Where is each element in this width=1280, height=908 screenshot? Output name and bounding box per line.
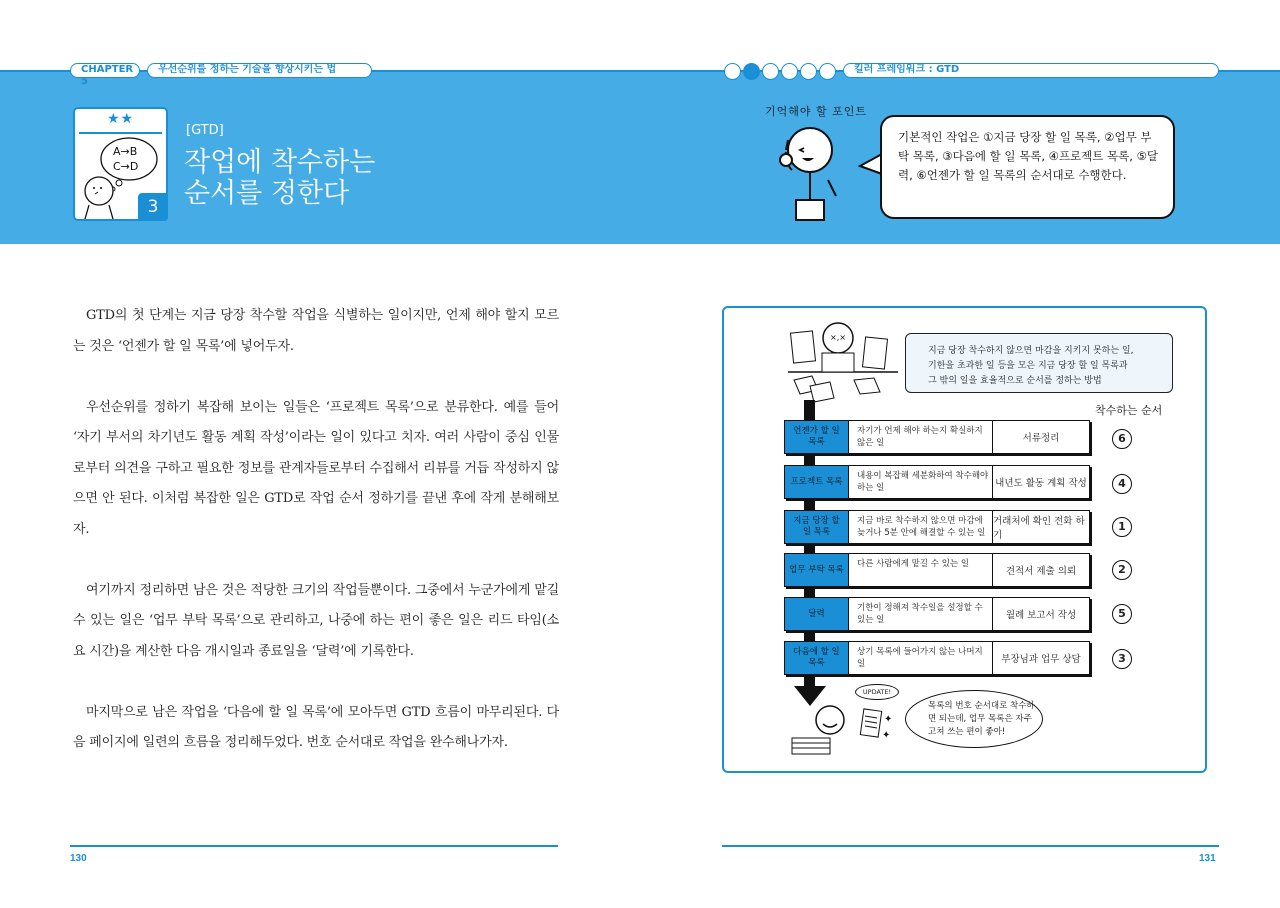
- order-label: 착수하는 순서: [1095, 404, 1163, 417]
- row-example: 부장님과 업무 상담: [1001, 654, 1081, 665]
- section-title: 킬러 프레임워크 : GTD: [843, 63, 1219, 78]
- rank-badge: 2: [1112, 560, 1132, 580]
- scroll-line: 기한을 초과한 일 등을 모은 지금 당장 할 일 목록과: [928, 361, 1128, 371]
- body-text: [73, 301, 559, 789]
- row-description: 다른 사람에게 맡길 수 있는 일: [849, 554, 993, 586]
- svg-text:A→B: A→B: [113, 145, 138, 158]
- flow-row: [784, 510, 1090, 544]
- row-description: 기한이 정해져 착수일을 설정할 수 있는 일: [849, 598, 993, 630]
- scroll-caption: [905, 333, 1173, 393]
- row-example: 거래처에 확인 전화 하기: [993, 516, 1085, 541]
- row-description: 지금 바로 착수하지 않으면 마감에 늦거나 5분 안에 해결할 수 있는 일: [849, 511, 993, 543]
- footer-rule-right: [722, 845, 1219, 847]
- svg-text:×,×: ×,×: [830, 333, 846, 342]
- pointing-character-icon: [772, 120, 852, 224]
- row-category: 달력: [785, 598, 849, 630]
- flow-row: [784, 420, 1090, 454]
- progress-dot-active: [743, 63, 760, 80]
- row-example: 월례 보고서 작성: [1005, 610, 1077, 621]
- paragraph: GTD의 첫 단계는 지금 당장 착수할 작업을 식별하는 일이지만, 언제 해야 할지 모르는 것은 ‘언젠가 할 일 목록’에 넣어두자.: [73, 308, 559, 354]
- key-point-bubble: 기본적인 작업은 ①지금 당장 할 일 목록, ②업무 부탁 목록, ③다음에 할 일 목록, ④프로젝트 목록, ⑤달력, ⑥언젠가 할 일 목록의 순서대로 수행한다.: [880, 115, 1175, 219]
- page-title: [184, 147, 375, 209]
- row-category: 프로젝트 목록: [785, 466, 849, 498]
- flow-row: [784, 465, 1090, 499]
- rank-badge: 5: [1112, 604, 1132, 624]
- row-description: 자기가 언제 해야 하는지 확실하지 않은 일: [849, 421, 993, 453]
- page-number-right: 131: [1199, 853, 1216, 864]
- progress-dots: [724, 63, 836, 80]
- rank-badge: 4: [1112, 474, 1132, 494]
- title-line-2: 순서를 정한다: [184, 178, 350, 209]
- chapter-title: 우선순위를 정하는 기술을 향상시키는 법: [147, 63, 372, 78]
- progress-dot: [781, 63, 798, 80]
- badge-divider: [79, 132, 162, 134]
- svg-text:✦: ✦: [882, 730, 891, 741]
- row-example: 견적서 제출 의뢰: [1005, 566, 1077, 577]
- section-number: 3: [138, 193, 168, 221]
- rank-badge: 1: [1112, 517, 1132, 537]
- scroll-line: 그 밖의 일을 효율적으로 순서를 정하는 방법: [928, 376, 1102, 386]
- svg-text:✦: ✦: [884, 714, 893, 725]
- progress-dot: [819, 63, 836, 80]
- section-tag: [GTD]: [186, 123, 224, 138]
- row-description: 내용이 복잡해 세분화하여 착수해야 하는 일: [849, 466, 993, 498]
- row-category: 다음에 할 일 목록: [785, 642, 849, 674]
- footer-rule-left: [70, 845, 558, 847]
- progress-dot: [800, 63, 817, 80]
- flow-row: [784, 553, 1090, 587]
- section-badge: [73, 107, 168, 221]
- scroll-line: 지금 당장 착수하지 않으면 마감을 지키지 못하는 일,: [928, 346, 1134, 356]
- progress-dot: [724, 63, 741, 80]
- character-speech: 목록의 번호 순서대로 착수하면 되는데, 업무 목록은 자주 고쳐 쓰는 편이 좋아!: [905, 690, 1043, 748]
- page-number-left: 130: [70, 853, 87, 864]
- key-point-label: 기억해야 할 포인트: [765, 105, 868, 118]
- stressed-character-icon: [788, 318, 900, 408]
- paragraph: 우선순위를 정하기 복잡해 보이는 일들은 ‘프로젝트 목록’으로 분류한다. 예를 들어 ‘자기 부서의 차기년도 활동 계획 작성’이라는 일이 있다고 치자. 여러 사람이 중심 인물로부터 의견을 구하고 필요한 정보를 관계자들로부터 수집해서 리뷰를 거듭 작성하지 않으면 안 된다. 이처럼 복잡한 일은 GTD로 작업 순서 정하기를 끝낸 후에 작게 분해해보자.: [73, 399, 559, 537]
- svg-text:C→D: C→D: [113, 160, 139, 173]
- row-example: 내년도 활동 계획 작성: [995, 478, 1087, 489]
- paragraph: 마지막으로 남은 작업을 ‘다음에 할 일 목록’에 모아두면 GTD 흐름이 마무리된다. 다음 페이지에 일련의 흐름을 정리해두었다. 번호 순서대로 작업을 완수해나가자.: [73, 704, 559, 750]
- update-sign: UPDATE!: [855, 684, 899, 700]
- row-category: 지금 당장 할 일 목록: [785, 511, 849, 543]
- row-example: 서류정리: [1022, 433, 1060, 444]
- row-description: 상기 목록에 들어가지 않는 나머지 일: [849, 642, 993, 674]
- rank-badge: 6: [1112, 429, 1132, 449]
- flow-row: [784, 641, 1090, 675]
- title-line-1: 작업에 착수하는: [184, 147, 376, 178]
- chapter-label: CHAPTER 5: [70, 63, 140, 78]
- progress-dot: [762, 63, 779, 80]
- paragraph: 여기까지 정리하면 남은 것은 적당한 크기의 작업들뿐이다. 그중에서 누군가에게 맡길 수 있는 일은 ‘업무 부탁 목록’으로 관리하고, 나중에 하는 편이 좋은 일은 리드 타임(소요 시간)을 계산한 다음 개시일과 종료일을 ‘달력’에 기록한다.: [73, 582, 559, 659]
- row-category: 언젠가 할 일 목록: [785, 421, 849, 453]
- rank-badge: 3: [1112, 649, 1132, 669]
- row-category: 업무 부탁 목록: [785, 554, 849, 586]
- flow-row: [784, 597, 1090, 631]
- difficulty-stars-icon: ★★: [106, 111, 135, 127]
- happy-character-icon: [790, 700, 900, 760]
